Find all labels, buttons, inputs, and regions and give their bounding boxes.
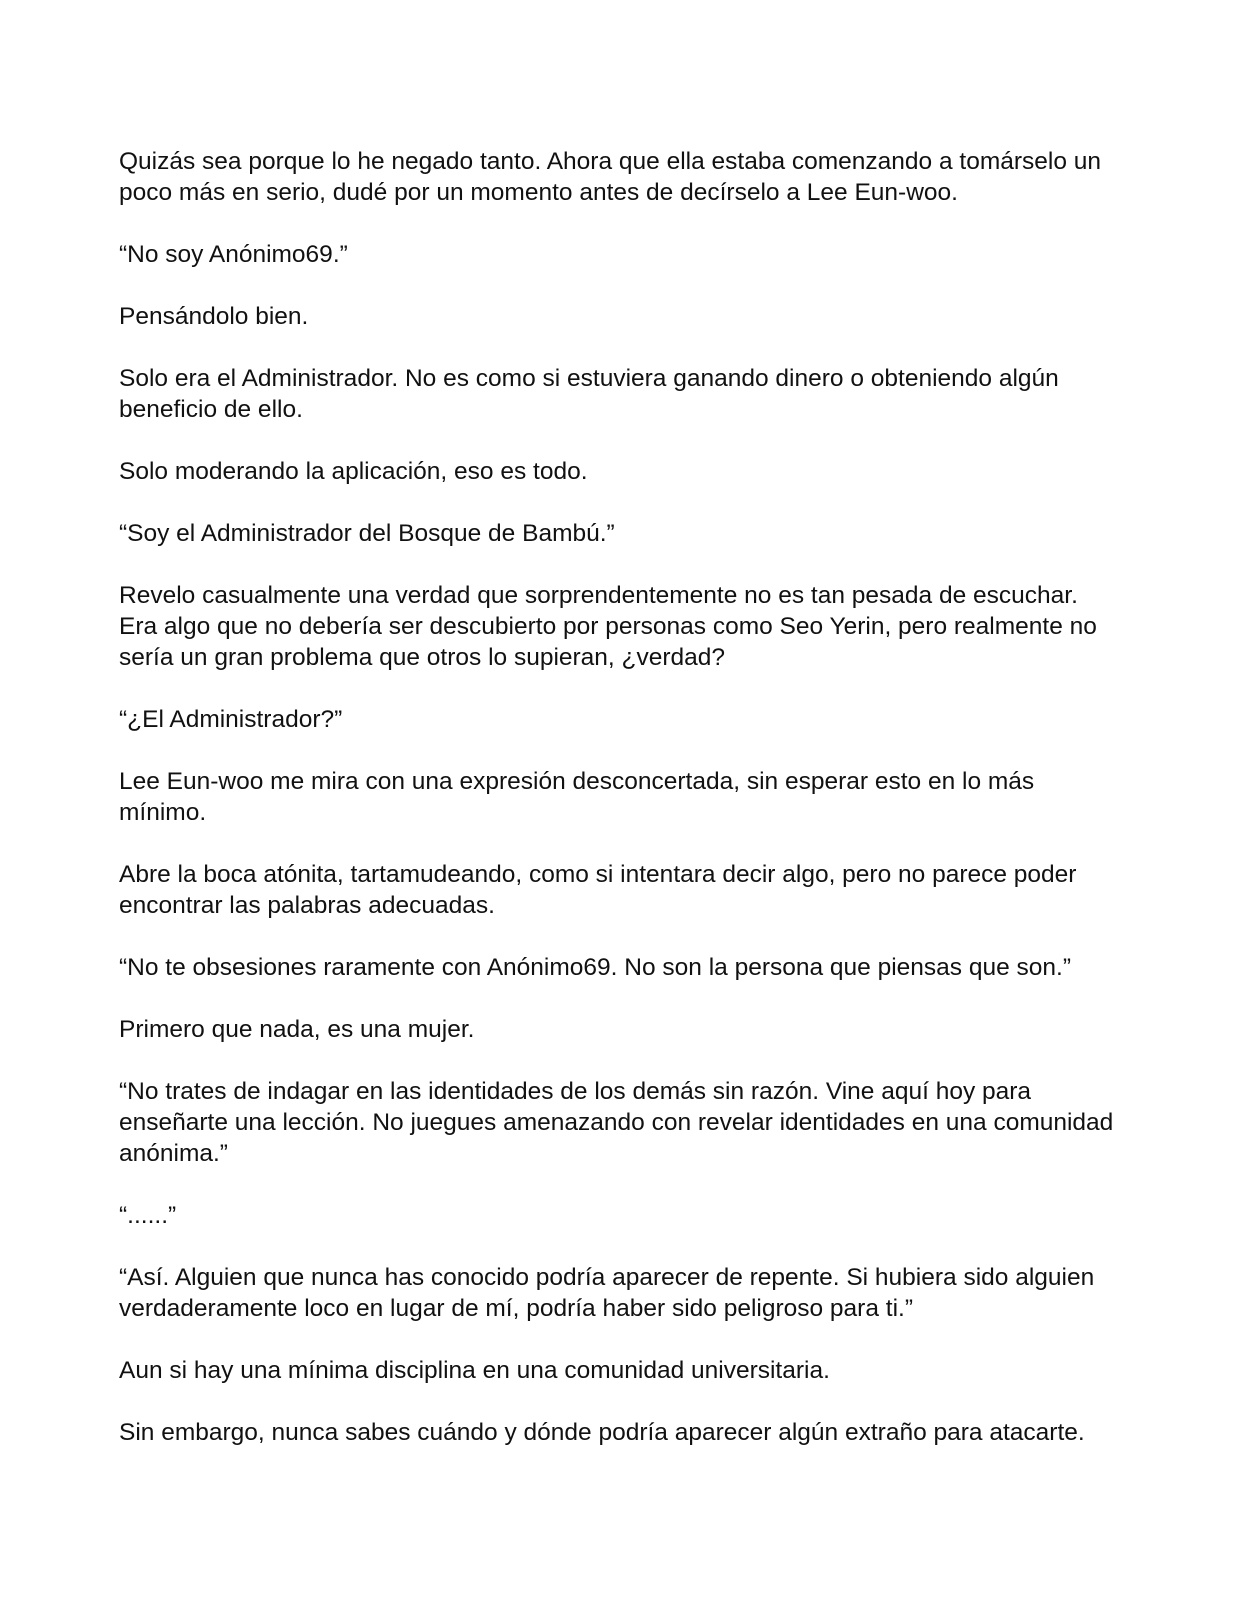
document-body (119, 146, 1119, 1479)
paragraph-3: Pensándolo bien. (119, 303, 309, 330)
paragraph-16: Aun si hay una mínima disciplina en una comunidad universitaria. (119, 1357, 830, 1384)
paragraph-6: “Soy el Administrador del Bosque de Bambú.” (119, 520, 615, 547)
paragraph-11: “No te obsesiones raramente con Anónimo69. No son la persona que piensas que son.” (119, 954, 1072, 981)
paragraph-1: Quizás sea porque lo he negado tanto. Ahora que ella estaba comenzando a tomárselo un poco más en serio, dudé por un momento antes de decírselo a Lee Eun-woo. (119, 148, 1102, 206)
paragraph-14: “......” (119, 1202, 177, 1229)
paragraph-7: Revelo casualmente una verdad que sorprendentemente no es tan pesada de escuchar. Era algo que no debería ser descubierto por personas como Seo Yerin, pero realmente no sería un gran problema que otros lo supieran, ¿verdad? (119, 582, 1097, 671)
paragraph-4: Solo era el Administrador. No es como si estuviera ganando dinero o obteniendo algún beneficio de ello. (119, 365, 1059, 423)
paragraph-9: Lee Eun-woo me mira con una expresión desconcertada, sin esperar esto en lo más mínimo. (119, 768, 1035, 826)
paragraph-8: “¿El Administrador?” (119, 706, 343, 733)
paragraph-2: “No soy Anónimo69.” (119, 241, 348, 268)
paragraph-13: “No trates de indagar en las identidades de los demás sin razón. Vine aquí hoy para enseñarte una lección. No juegues amenazando con revelar identidades en una comunidad anónima.” (119, 1078, 1114, 1167)
paragraph-17: Sin embargo, nunca sabes cuándo y dónde podría aparecer algún extraño para atacarte. (119, 1419, 1085, 1446)
paragraph-5: Solo moderando la aplicación, eso es todo. (119, 458, 588, 485)
paragraph-10: Abre la boca atónita, tartamudeando, como si intentara decir algo, pero no parece poder encontrar las palabras adecuadas. (119, 861, 1077, 919)
paragraph-15: “Así. Alguien que nunca has conocido podría aparecer de repente. Si hubiera sido alguien verdaderamente loco en lugar de mí, podría haber sido peligroso para ti.” (119, 1264, 1095, 1322)
paragraph-12: Primero que nada, es una mujer. (119, 1016, 475, 1043)
